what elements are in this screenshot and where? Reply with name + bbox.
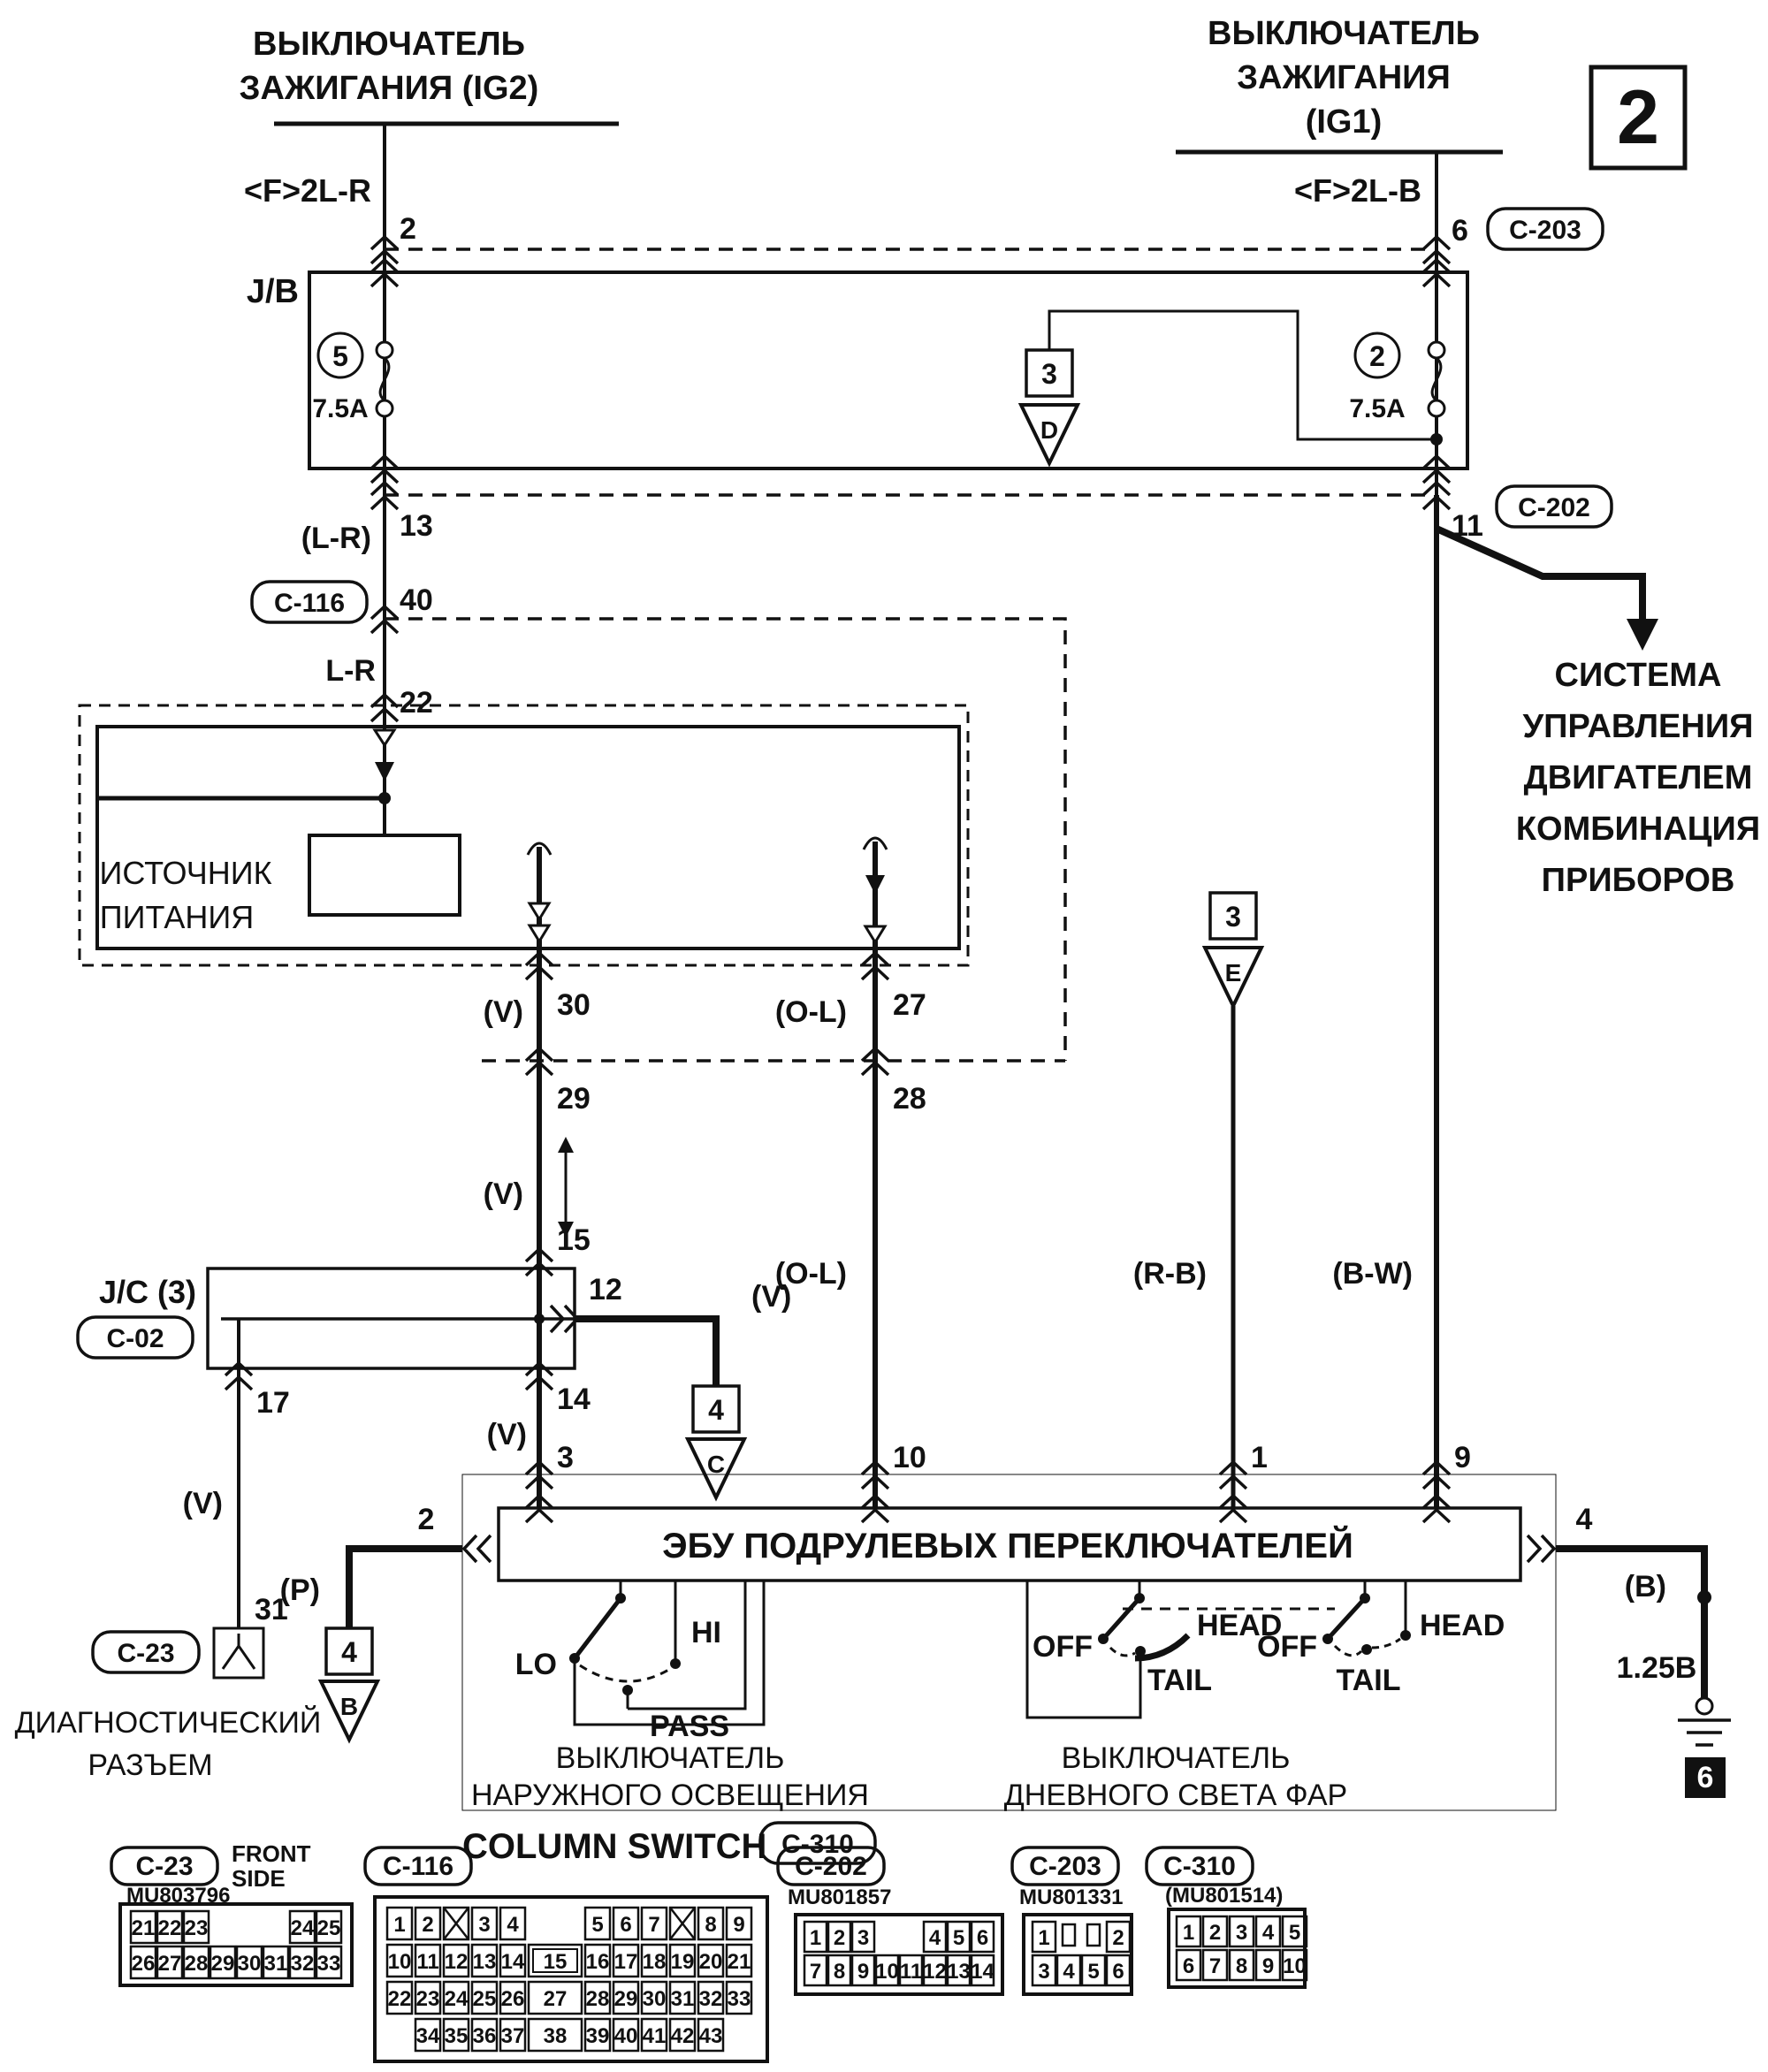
pin-number: 4: [928, 1926, 941, 1950]
pin-number: 43: [698, 2024, 723, 2048]
pin-number: 31: [670, 1987, 695, 2011]
pin-number: 18: [642, 1950, 667, 1974]
ground-terminal: [1696, 1698, 1712, 1714]
pin-grid-c310: [1169, 1909, 1307, 1987]
pin-number: 4: [507, 1913, 519, 1937]
wire-color-ol-10: (O-L): [774, 1257, 847, 1291]
pin-number: 12: [923, 1960, 947, 1984]
pin-ecu-4: 4: [1575, 1503, 1593, 1536]
badge-c116-bottom-text: C-116: [382, 1852, 454, 1881]
pin-28: 28: [893, 1082, 926, 1116]
pin-3: 3: [557, 1441, 574, 1474]
pin-number: 17: [613, 1950, 638, 1974]
pin-17: 17: [256, 1386, 290, 1420]
pin-14: 14: [557, 1383, 591, 1416]
triangle-b-number: 4: [341, 1636, 357, 1668]
pin-27: 27: [893, 988, 926, 1022]
c116-connector-line: [385, 619, 1065, 1061]
fuse2-terminal-top: [1429, 342, 1444, 358]
column-switch-name: COLUMN SWITCH: [462, 1827, 767, 1866]
pin-29: 29: [557, 1082, 591, 1116]
badge-c02-text: C-02: [106, 1324, 164, 1353]
pin-grid-c23: [120, 1904, 352, 1985]
pin-number: 30: [642, 1987, 667, 2011]
pin-12: 12: [589, 1273, 622, 1306]
pin-number: 42: [670, 2024, 695, 2048]
drl2-off-contact: [1322, 1634, 1333, 1644]
pin-number: 13: [947, 1960, 971, 1984]
pin-number: 26: [131, 1952, 156, 1976]
fuse5-terminal-top: [377, 342, 392, 358]
diagnostic-label-2: РАЗЪЕМ: [88, 1748, 213, 1782]
pin-ecu-2: 2: [417, 1503, 435, 1536]
pin-number: 32: [698, 1987, 723, 2011]
pin-10: 10: [893, 1441, 926, 1474]
triangle-d-letter: D: [1040, 416, 1059, 444]
drl2-tail-label: TAIL: [1336, 1664, 1401, 1697]
ig1-title-line1: ВЫКЛЮЧАТЕЛЬ: [1208, 15, 1480, 52]
pin-number: 2: [1208, 1921, 1222, 1945]
pin-1: 1: [1251, 1441, 1268, 1474]
triangle-e-number: 3: [1225, 901, 1241, 933]
pin-number: 40: [613, 2024, 638, 2048]
badge-c310-bottom-text: C-310: [1163, 1852, 1236, 1881]
pin-number: 29: [613, 1987, 638, 2011]
column-switch-unit: [462, 1474, 1556, 1812]
pin-number: 14: [971, 1960, 994, 1984]
c202-part-number: MU801857: [788, 1885, 892, 1909]
triangle-b-letter: B: [339, 1693, 359, 1720]
pin-number: 4: [1261, 1921, 1275, 1945]
badge-c203-bottom-text: C-203: [1029, 1852, 1101, 1881]
hollow-arrow-icon-ol: [865, 926, 885, 942]
dip-pass-label: PASS: [650, 1710, 730, 1743]
badge-c23-text: C-23: [117, 1639, 175, 1668]
ground-badge-number: 6: [1696, 1761, 1714, 1794]
pin-number: 26: [500, 1987, 525, 2011]
c23-side-label: SIDE: [232, 1865, 286, 1892]
connector-c310-pinout: [1147, 1847, 1283, 1908]
fuse-2: [1349, 333, 1444, 423]
drl1-off-label: OFF: [1033, 1630, 1093, 1664]
badge-c310-text: C-310: [781, 1830, 854, 1859]
pin-number: 20: [698, 1950, 723, 1974]
power-source-component-box: [309, 835, 460, 915]
fuse-5: [312, 333, 392, 423]
triangle-e-letter: E: [1224, 959, 1242, 986]
pin-30: 30: [557, 988, 591, 1022]
pin-slot: [1063, 1924, 1075, 1946]
pin-number: 36: [472, 2024, 497, 2048]
connector-c116-pinout: [365, 1847, 471, 1885]
system-line-4: КОМБИНАЦИЯ: [1515, 811, 1761, 848]
pin-number: 1: [1182, 1921, 1195, 1945]
joint-connector-jc3: [78, 1268, 575, 1368]
pin-number: 5: [952, 1926, 965, 1950]
drl1-head-label: HEAD: [1197, 1609, 1283, 1642]
junction-block: [247, 272, 1467, 468]
dip-arc: [580, 1665, 670, 1681]
ig1-title-line3: (IG1): [1305, 103, 1383, 141]
pin-number: 3: [1235, 1921, 1248, 1945]
wire-v-to-triangle-c: [575, 1319, 716, 1386]
wire-color-v-12: (V): [751, 1280, 792, 1314]
fuse2-terminal-bottom: [1429, 400, 1444, 416]
pin-number: 7: [1208, 1954, 1222, 1978]
power-source-label-2: ПИТАНИЯ: [99, 899, 255, 935]
page-badge-number: 2: [1617, 75, 1659, 160]
wire-color-rb: (R-B): [1132, 1257, 1207, 1291]
fuse2-number: 2: [1369, 340, 1385, 372]
pin-slot: [1087, 1924, 1100, 1946]
drl1-arc: [1110, 1648, 1135, 1656]
system-branch-wire: [1436, 529, 1642, 619]
ignition-switch-ig2: [240, 26, 619, 124]
jb-box: [309, 272, 1467, 468]
pin-number: 7: [648, 1913, 660, 1937]
pin-number: 9: [1261, 1954, 1275, 1978]
drl1-tail-label: TAIL: [1147, 1664, 1213, 1697]
pin-13: 13: [400, 509, 433, 543]
pin-9: 9: [1454, 1441, 1471, 1474]
badge-c202-mid: [1497, 486, 1612, 527]
wire-color-b: (B): [1624, 1570, 1666, 1604]
pin-22: 22: [400, 686, 433, 720]
connector-c203-pinout: [1012, 1847, 1123, 1909]
pin-number: 35: [444, 2024, 469, 2048]
badge-c202-text: C-202: [1518, 493, 1590, 522]
dip-outer-frame: [575, 1581, 764, 1725]
pin-number: 6: [620, 1913, 632, 1937]
connector-c23-pinout: [111, 1840, 311, 1908]
ground-symbol-icon: [1678, 1698, 1731, 1745]
pin-number: 19: [670, 1950, 695, 1974]
fuse5-terminal-bottom: [377, 400, 392, 416]
hollow-arrow-icon-v2: [530, 926, 549, 941]
pin-number: 37: [500, 2024, 525, 2048]
drl2-off-label: OFF: [1257, 1630, 1317, 1664]
fuse2-amp: 7.5A: [1349, 394, 1406, 423]
pin-number: 39: [585, 2024, 610, 2048]
drl2-tail-contact: [1361, 1644, 1372, 1655]
ignition-switch-ig1: [1176, 15, 1503, 152]
dip-caption-2: НАРУЖНОГО ОСВЕЩЕНИЯ: [470, 1779, 870, 1812]
ground-bars: [1678, 1720, 1731, 1745]
pin-number: 6: [976, 1926, 989, 1950]
blocked-cavity-icon: [444, 1908, 469, 1939]
double-arrow-icon: [558, 1137, 574, 1238]
c203-part-number: MU801331: [1019, 1885, 1124, 1909]
pin-number: 23: [415, 1987, 440, 2011]
c23-front-label: FRONT: [232, 1840, 311, 1867]
system-arrow-icon: [1627, 619, 1658, 651]
dip-lo-label: LO: [514, 1648, 557, 1681]
triangle-ref-d: [1021, 350, 1078, 463]
connector-c202-pinout: [778, 1847, 891, 1909]
wire-label-f2lb: <F>2L-B: [1293, 172, 1421, 209]
pin-number: 25: [472, 1987, 497, 2011]
pin-number: 34: [415, 2024, 440, 2048]
dip-inner-frame: [628, 1581, 745, 1709]
diagnostic-label-1: ДИАГНОСТИЧЕСКИЙ: [14, 1706, 322, 1740]
pin-number: 11: [899, 1960, 923, 1984]
c310-part-number: (MU801514): [1165, 1884, 1284, 1908]
pin-number: 21: [727, 1950, 751, 1974]
pin-number: 27: [157, 1952, 182, 1976]
hollow-arrow-icon: [375, 730, 394, 745]
pin-number: 3: [478, 1913, 491, 1937]
wire-color-v-14: (V): [486, 1418, 527, 1451]
pin-number: 9: [857, 1960, 870, 1984]
pin-number: 16: [585, 1950, 610, 1974]
power-source-unit: [97, 727, 959, 948]
triangle-ref-b: [321, 1628, 377, 1740]
triangle-c-number: 4: [708, 1394, 724, 1426]
pin-number: 24: [290, 1916, 315, 1940]
dip-hi-label: HI: [691, 1616, 721, 1649]
pin-number: 4: [1063, 1960, 1075, 1984]
wire-color-v-30: (V): [483, 995, 523, 1029]
pin-number: 8: [1235, 1954, 1248, 1978]
pin-grid-c116: [375, 1897, 767, 2061]
connector-pinout-panel: [111, 1840, 1307, 2061]
pin-40: 40: [400, 583, 433, 617]
pin-number: 5: [591, 1913, 604, 1937]
pin-number: 32: [290, 1952, 315, 1976]
drl2-lever: [1328, 1598, 1365, 1639]
jb-label: J/B: [246, 273, 299, 310]
drl-caption-1: ВЫКЛЮЧАТЕЛЬ: [1061, 1741, 1291, 1775]
drl1-lever: [1103, 1598, 1139, 1639]
pin-number: 28: [585, 1987, 610, 2011]
ig2-title-line2: ЗАЖИГАНИЯ (IG2): [239, 70, 539, 107]
junction-dot-b: [1697, 1590, 1711, 1604]
pin-number: 9: [733, 1913, 745, 1937]
pin-number: 41: [642, 2024, 667, 2048]
wire-color-bw: (B-W): [1332, 1257, 1413, 1291]
pin-number: 2: [422, 1913, 434, 1937]
pin-number: 24: [444, 1987, 469, 2011]
pin-number: 3: [1038, 1960, 1050, 1984]
pin-number: 1: [393, 1913, 406, 1937]
badge-c202-bottom-text: C-202: [795, 1852, 867, 1881]
pin-number: 27: [543, 1987, 568, 2011]
triangle-d-number: 3: [1041, 358, 1057, 390]
pin-number: 2: [1112, 1926, 1124, 1950]
pin-31: 31: [255, 1593, 288, 1626]
pin-number: 22: [387, 1987, 412, 2011]
badge-c116-text: C-116: [273, 589, 346, 618]
pin-number: 12: [444, 1950, 469, 1974]
c23-part-number: MU803796: [126, 1884, 231, 1908]
hollow-arrow-icon-v1: [530, 903, 549, 919]
wire-color-ol-27: (O-L): [774, 995, 847, 1029]
pin-number: 31: [263, 1952, 288, 1976]
badge-c23-mid: [93, 1632, 199, 1672]
badge-c23-bottom-text: C-23: [135, 1852, 194, 1881]
pin-number: 10: [875, 1960, 899, 1984]
pin-number: 13: [472, 1950, 497, 1974]
triangle-ref-c: [688, 1386, 744, 1497]
double-arrow-head-up: [558, 1137, 574, 1153]
blocked-cavity-icon: [670, 1908, 695, 1939]
drl2-head-label: HEAD: [1420, 1609, 1505, 1642]
pin-number: 33: [727, 1987, 751, 2011]
ig2-title-line1: ВЫКЛЮЧАТЕЛЬ: [253, 26, 525, 63]
pin-number: 15: [543, 1950, 568, 1974]
wire-color-v-29: (V): [483, 1177, 523, 1211]
wire-label-f2lr: <F>2L-R: [243, 172, 371, 209]
drl-caption-2: ДНЕВНОГО СВЕТА ФАР: [1003, 1779, 1348, 1812]
system-line-2: УПРАВЛЕНИЯ: [1522, 708, 1754, 745]
wire-color-p: (P): [279, 1573, 320, 1607]
drl-switch-right: [1257, 1581, 1505, 1697]
pin-number: 3: [857, 1926, 870, 1950]
pin-grid-c203: [1024, 1915, 1132, 1994]
badge-c02: [78, 1317, 193, 1358]
pin-15: 15: [557, 1223, 591, 1257]
wire-color-v-17: (V): [182, 1487, 223, 1520]
system-line-1: СИСТЕМА: [1554, 657, 1722, 694]
pin-number: 30: [237, 1952, 262, 1976]
pin-number: 6: [1112, 1960, 1124, 1984]
triangle-ref-e: [1205, 893, 1261, 1006]
pin-number: 28: [184, 1952, 209, 1976]
pin-number: 23: [184, 1916, 209, 1940]
wire-label-125b: 1.25B: [1616, 1651, 1697, 1685]
pin-number: 14: [500, 1950, 525, 1974]
drl1-off-contact: [1098, 1634, 1109, 1644]
fuse5-number: 5: [332, 340, 348, 372]
pin-grid-c202: [796, 1915, 1002, 1994]
dip-lever: [575, 1598, 621, 1658]
page-number-badge: [1591, 67, 1685, 168]
diode-icon-main: [375, 762, 394, 781]
power-source-label-1: ИСТОЧНИК: [99, 855, 272, 891]
pin-number: 8: [705, 1913, 717, 1937]
pin-number: 1: [809, 1926, 822, 1950]
ground-ref-badge: [1685, 1757, 1726, 1798]
junction-dot-jc3: [534, 1314, 545, 1324]
fuse5-amp: 7.5A: [312, 394, 369, 423]
badge-c203-text: C-203: [1509, 216, 1581, 245]
jc3-label: J/C (3): [98, 1274, 196, 1310]
pin-number: 7: [809, 1960, 822, 1984]
system-branch: [1436, 529, 1760, 899]
pin-11: 11: [1452, 509, 1483, 543]
wire-color-lr-paren: (L-R): [301, 522, 371, 555]
wire-p: [349, 1549, 462, 1628]
diagnostic-connector: [15, 1628, 322, 1782]
ig1-title-line2: ЗАЖИГАНИЯ: [1237, 59, 1451, 96]
system-line-5: ПРИБОРОВ: [1541, 862, 1735, 899]
pin-number: 8: [833, 1960, 846, 1984]
pin-number: 11: [416, 1950, 439, 1974]
pin-number: 22: [157, 1916, 182, 1940]
dip-switch: [471, 1581, 869, 1812]
junction-dot-jb: [1430, 433, 1443, 446]
pin-number: 2: [833, 1926, 846, 1950]
pin-number: 33: [316, 1952, 341, 1976]
dip-caption-1: ВЫКЛЮЧАТЕЛЬ: [555, 1741, 785, 1775]
pin-number: 10: [387, 1950, 412, 1974]
pin-number: 38: [543, 2024, 568, 2048]
junction-dot-ps: [378, 792, 391, 804]
pin-number: 6: [1182, 1954, 1195, 1978]
triangle-c-letter: C: [706, 1451, 726, 1478]
ecu-label: ЭБУ ПОДРУЛЕВЫХ ПЕРЕКЛЮЧАТЕЛЕЙ: [662, 1527, 1353, 1565]
diode-icon-ol: [865, 875, 885, 895]
pin-number: 21: [131, 1916, 156, 1940]
badge-c116-mid: [252, 582, 367, 622]
pin-number: 10: [1283, 1954, 1307, 1978]
pin-number: 5: [1087, 1960, 1100, 1984]
pin-number: 25: [316, 1916, 341, 1940]
badge-c203-top: [1488, 209, 1603, 249]
connector-pin-grids: [120, 1897, 1307, 2061]
pin-6: 6: [1452, 214, 1468, 248]
pin-number: 5: [1288, 1921, 1301, 1945]
pin-number: 1: [1038, 1926, 1050, 1950]
system-line-3: ДВИГАТЕЛЕМ: [1523, 759, 1753, 796]
pin-2: 2: [400, 212, 416, 246]
wire-color-lr: L-R: [325, 654, 376, 688]
pin-number: 29: [210, 1952, 235, 1976]
